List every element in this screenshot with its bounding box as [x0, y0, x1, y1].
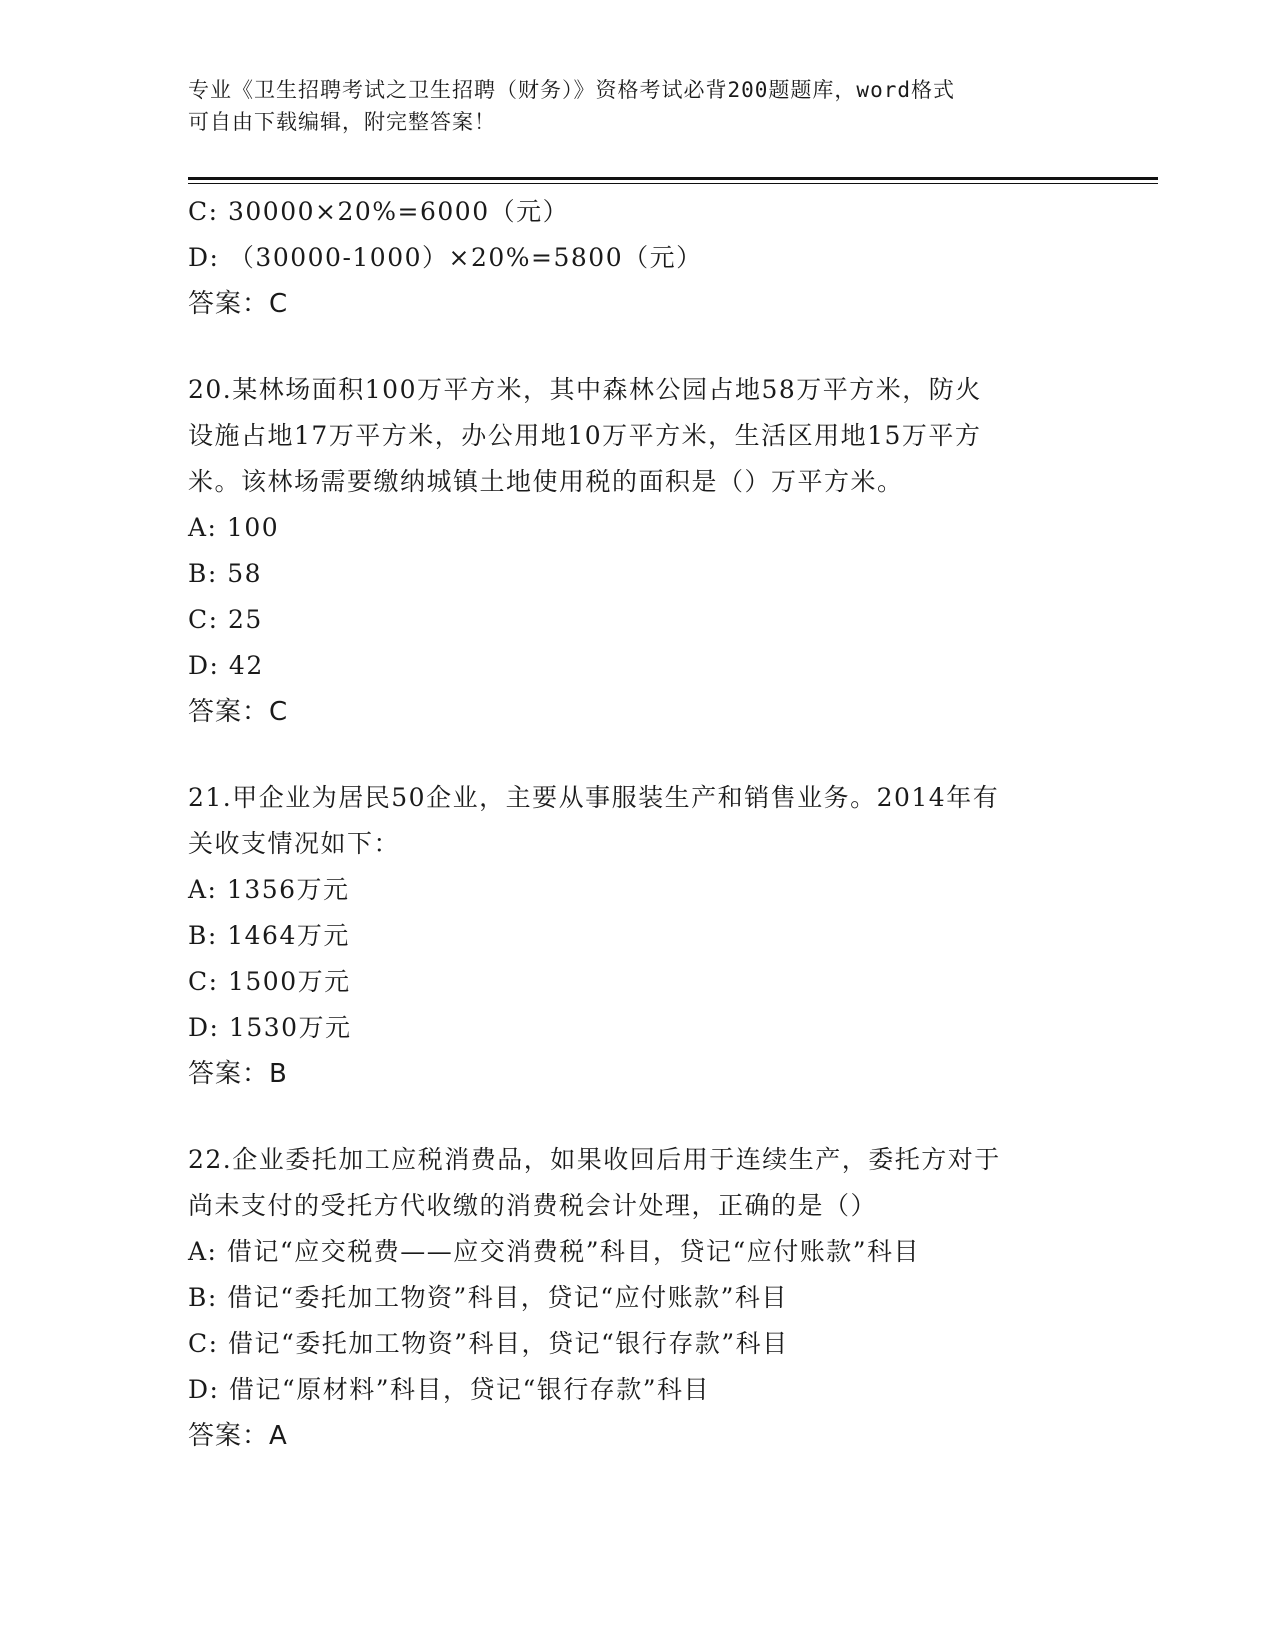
spacer	[188, 1097, 1088, 1137]
header-rule-thick	[188, 177, 1158, 180]
option-b: B: 58	[188, 559, 263, 588]
option-c: C: 借记“委托加工物资”科目，贷记“银行存款”科目	[188, 1329, 789, 1358]
option-d: D: 1530万元	[188, 1013, 352, 1042]
option-c: C: 25	[188, 605, 263, 634]
question-22	[188, 1137, 1088, 1459]
option-c: C: 1500万元	[188, 967, 351, 996]
option-d: D: （30000-1000）×20%=5800（元）	[188, 243, 703, 272]
question-20	[188, 367, 1088, 735]
option-d: D: 借记“原材料”科目，贷记“银行存款”科目	[188, 1375, 711, 1404]
question-stem-line: 设施占地17万平方米，办公用地10万平方米，生活区用地15万平方	[188, 421, 982, 450]
question-stem-line: 22.企业委托加工应税消费品，如果收回后用于连续生产，委托方对于	[188, 1145, 1001, 1174]
option-c: C: 30000×20%=6000（元）	[188, 197, 570, 226]
spacer	[188, 735, 1088, 775]
option-a: A: 1356万元	[188, 875, 350, 904]
question-content	[188, 189, 1088, 1459]
document-header	[188, 74, 1088, 138]
option-b: B: 1464万元	[188, 921, 350, 950]
header-line-2: 可自由下载编辑，附完整答案！	[188, 110, 496, 134]
previous-question-tail	[188, 189, 1088, 327]
answer-line: 答案：C	[188, 697, 289, 727]
header-rule-thin	[188, 183, 1158, 184]
option-d: D: 42	[188, 651, 264, 680]
answer-line: 答案：A	[188, 1421, 288, 1451]
question-stem-line: 关收支情况如下：	[188, 829, 401, 858]
option-a: A: 100	[188, 513, 280, 542]
question-21	[188, 775, 1088, 1097]
question-stem-line: 尚未支付的受托方代收缴的消费税会计处理，正确的是（）	[188, 1191, 878, 1220]
answer-line: 答案：B	[188, 1059, 288, 1089]
question-stem-line: 米。该林场需要缴纳城镇土地使用税的面积是（）万平方米。	[188, 467, 904, 496]
spacer	[188, 327, 1088, 367]
option-a: A: 借记“应交税费——应交消费税”科目，贷记“应付账款”科目	[188, 1237, 921, 1266]
header-line-1: 专业《卫生招聘考试之卫生招聘（财务）》资格考试必背200题题库，word格式	[188, 78, 955, 102]
option-b: B: 借记“委托加工物资”科目，贷记“应付账款”科目	[188, 1283, 788, 1312]
question-stem-line: 20.某林场面积100万平方米，其中森林公园占地58万平方米，防火	[188, 375, 982, 404]
answer-line: 答案：C	[188, 289, 289, 319]
question-stem-line: 21.甲企业为居民50企业，主要从事服装生产和销售业务。2014年有	[188, 783, 1000, 812]
